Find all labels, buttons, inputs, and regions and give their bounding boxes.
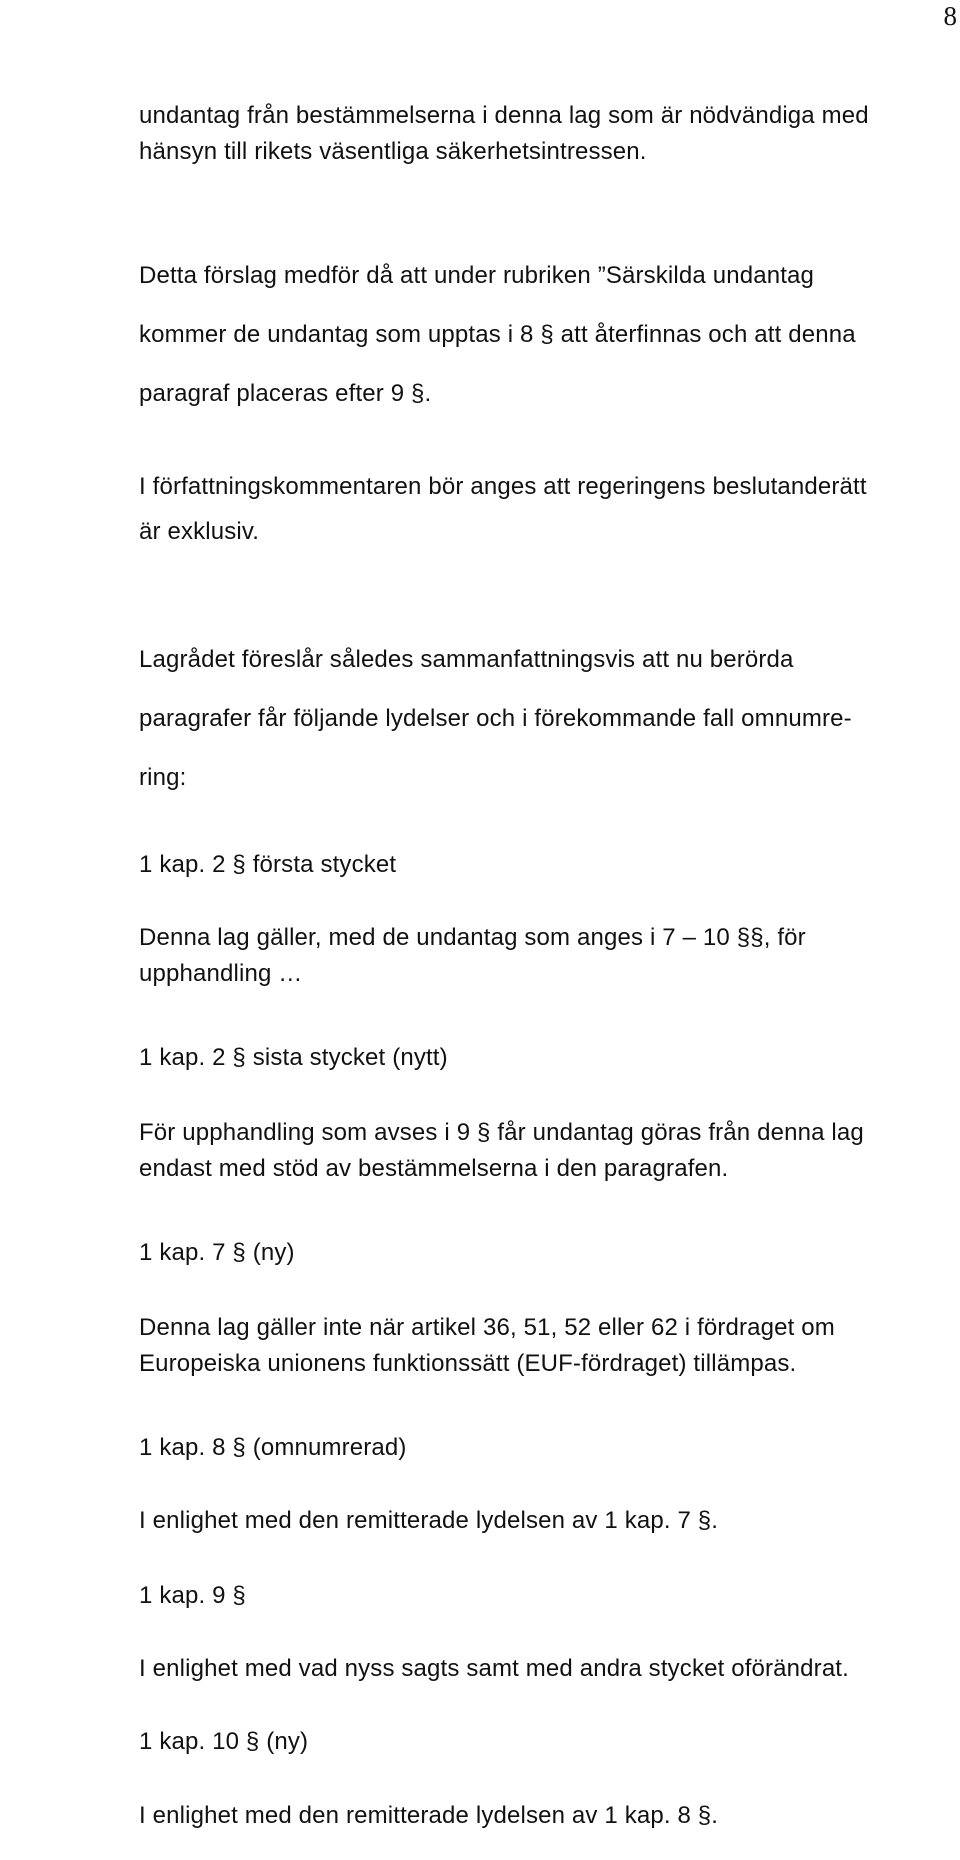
line: Lagrådet föreslår således sammanfattningsvis att nu berörda [139,646,794,673]
line: endast med stöd av bestämmelserna i den paragrafen. [139,1155,729,1182]
line: 1 kap. 2 § första stycket [139,851,397,878]
line: I enlighet med vad nyss sagts samt med andra stycket oförändrat. [139,1655,849,1682]
line: paragrafer får följande lydelser och i förekommande fall omnumre- [139,705,852,732]
line: Denna lag gäller inte när artikel 36, 51, 52 eller 62 i fördraget om [139,1314,835,1341]
line: Denna lag gäller, med de undantag som anges i 7 – 10 §§, för [139,924,806,951]
section-heading-6 [139,1724,308,1760]
line: ring: [139,764,187,791]
paragraph-1 [139,98,869,170]
section-heading-4 [139,1430,407,1466]
line: I enlighet med den remitterade lydelsen av 1 kap. 8 §. [139,1802,719,1829]
line: 1 kap. 2 § sista stycket (nytt) [139,1044,448,1071]
line: upphandling … [139,960,303,987]
paragraph-3 [139,464,867,554]
section-heading-5 [139,1578,246,1614]
line: är exklusiv. [139,518,260,545]
line: hänsyn till rikets väsentliga säkerhetsintressen. [139,138,647,165]
line: paragraf placeras efter 9 §. [139,380,432,407]
section-heading-1 [139,847,396,883]
paragraph-2 [139,246,856,423]
line: I enlighet med den remitterade lydelsen av 1 kap. 7 §. [139,1507,719,1534]
line: Detta förslag medför då att under rubriken ”Särskilda undantag [139,262,815,289]
line: 1 kap. 8 § (omnumrerad) [139,1434,407,1461]
section-text-1 [139,920,806,992]
section-text-2 [139,1115,864,1187]
line: Europeiska unionens funktionssätt (EUF-fördraget) tillämpas. [139,1350,797,1377]
line: undantag från bestämmelserna i denna lag som är nödvändiga med [139,102,869,129]
line: kommer de undantag som upptas i 8 § att återfinnas och att denna [139,321,856,348]
section-text-5 [139,1651,849,1687]
page-number: 8 [943,1,957,31]
line: 1 kap. 10 § (ny) [139,1728,309,1755]
line: I författningskommentaren bör anges att regeringens beslutanderätt [139,473,867,500]
line: För upphandling som avses i 9 § får undantag göras från denna lag [139,1119,864,1146]
section-text-3 [139,1310,835,1382]
section-text-4 [139,1503,718,1539]
section-heading-3 [139,1235,295,1271]
line: 1 kap. 7 § (ny) [139,1239,295,1266]
line: 1 kap. 9 § [139,1582,246,1609]
paragraph-4 [139,630,852,807]
section-heading-2 [139,1040,448,1076]
section-text-6 [139,1798,718,1834]
